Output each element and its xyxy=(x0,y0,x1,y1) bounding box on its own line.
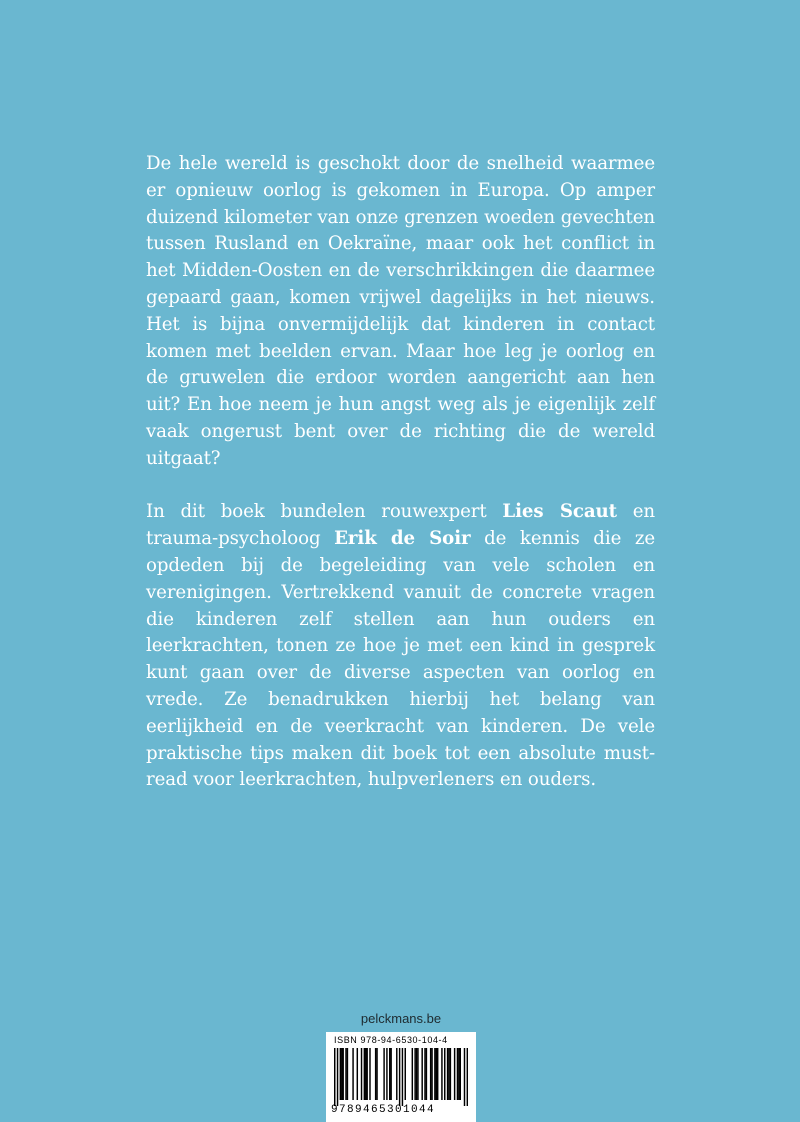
blurb-text-b: en trauma-psycholoog xyxy=(146,501,655,550)
barcode-bar xyxy=(383,1048,384,1100)
barcode-bar xyxy=(430,1048,431,1100)
barcode-bar xyxy=(444,1048,445,1100)
barcode-bar xyxy=(386,1048,387,1100)
barcode-bar xyxy=(441,1048,442,1100)
barcode-bar xyxy=(436,1048,437,1100)
barcode-bar xyxy=(334,1048,335,1106)
barcode-bar xyxy=(340,1048,341,1100)
barcode-bar xyxy=(421,1048,422,1100)
barcode-bar xyxy=(454,1048,455,1100)
author-name-1: Lies Scaut xyxy=(502,501,617,523)
barcode-bar xyxy=(458,1048,459,1100)
barcode-bar xyxy=(369,1048,370,1100)
barcode-bar xyxy=(402,1048,403,1106)
blurb-text-c: de kennis die ze opdeden bij de begeleiding van vele scholen en verenigingen. Vertrekkend vanuit de concrete vragen die kinderen zelf stellen aan hun ouders en leerkrachten, tonen ze hoe je met een kind in gesprek kunt gaan over de diverse aspecten van oorlog en vrede. Ze benadrukken hierbij het belang van eerlijkheid en de veerkracht van kinderen. De vele praktische tips maken dit boek tot een absolute must-read voor leerkrachten, hulpverleners en ouders. xyxy=(146,528,655,791)
ean-number: 9789465301044 xyxy=(331,1104,436,1116)
barcode-bar xyxy=(375,1048,376,1100)
barcode-bar xyxy=(405,1048,406,1100)
back-cover-blurb xyxy=(146,151,655,821)
barcode-bar xyxy=(448,1048,449,1100)
barcode-bar xyxy=(361,1048,362,1100)
author-name-2: Erik de Soir xyxy=(334,528,471,550)
barcode-bar xyxy=(389,1048,390,1100)
barcode-icon xyxy=(334,1048,468,1106)
barcode-bar xyxy=(416,1048,417,1100)
barcode-bar xyxy=(414,1048,415,1100)
barcode-bar xyxy=(399,1048,400,1106)
barcode-bar xyxy=(396,1048,397,1100)
barcode-bar xyxy=(376,1048,377,1100)
barcode-bar xyxy=(345,1048,346,1100)
barcode-bar xyxy=(447,1048,448,1100)
barcode-bar xyxy=(424,1048,425,1100)
barcode-bar xyxy=(412,1048,413,1100)
barcode-bar xyxy=(467,1048,468,1106)
blurb-paragraph-1: De hele wereld is geschokt door de snelheid waarmee er opnieuw oorlog is gekomen in Europa. Op amper duizend kilometer van onze grenzen woeden gevechten tussen Rusland en Oekraïne, maar ook het conflict in het Midden-Oosten en de verschrikkingen die daarmee gepaard gaan, komen vrijwel dagelijks in het nieuws. Het is bijna onvermijdelijk dat kinderen in contact komen met beelden ervan. Maar hoe leg je oorlog en de gruwelen die erdoor worden aangericht aan hen uit? En hoe neem je hun angst weg als je eigenlijk zelf vaak ongerust bent over de richting die de wereld uitgaat? xyxy=(146,153,655,469)
barcode-bar xyxy=(460,1048,461,1100)
barcode-bar xyxy=(341,1048,342,1100)
isbn-barcode xyxy=(326,1032,476,1122)
barcode-bar xyxy=(417,1048,418,1100)
publisher-url: pelckmans.be xyxy=(360,1011,442,1026)
barcode-bar xyxy=(457,1048,458,1100)
barcode-bar xyxy=(365,1048,366,1100)
barcode-bar xyxy=(431,1048,432,1100)
barcode-bar xyxy=(390,1048,391,1100)
barcode-bar xyxy=(342,1048,343,1100)
blurb-paragraph-2 xyxy=(146,499,655,794)
barcode-bar xyxy=(364,1048,365,1100)
barcode-bar xyxy=(366,1048,367,1100)
barcode-bar xyxy=(357,1048,358,1100)
isbn-label: ISBN 978-94-6530-104-4 xyxy=(334,1035,448,1045)
barcode-bar xyxy=(450,1048,451,1100)
blurb-text-a: In dit boek bundelen rouwexpert xyxy=(146,501,503,523)
barcode-bar xyxy=(337,1048,338,1106)
barcode-bar xyxy=(434,1048,435,1100)
barcode-bar xyxy=(464,1048,465,1106)
barcode-bar xyxy=(347,1048,348,1100)
barcode-bar xyxy=(352,1048,353,1100)
barcode-bar xyxy=(426,1048,427,1100)
barcode-bar xyxy=(437,1048,438,1100)
